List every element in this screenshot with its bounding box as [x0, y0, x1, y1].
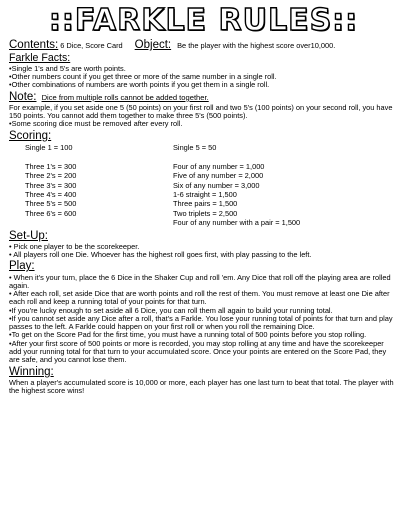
play-line: •To get on the Score Pad for the first time, you must have a running total of 500 points before you stop rolling. — [9, 330, 367, 340]
score-cell: Single 1 = 100 — [25, 142, 73, 152]
score-cell: 1-6 straight = 1,500 — [173, 189, 237, 199]
score-cell: Three 5's = 500 — [25, 199, 77, 209]
play-line: •If you're lucky enough to set aside all 6 Dice, you can roll them all again to build your running total. — [9, 305, 333, 315]
winning-heading: Winning: — [9, 365, 54, 378]
farkle-facts-section — [9, 53, 398, 89]
scoring-table — [25, 144, 398, 229]
setup-section — [9, 230, 398, 260]
play-line: •After your first score of 500 points or more is recorded, you may stop rolling at any time and have the scorekeeper add your running total for that turn to your accumulated score. Once your points are entered on the Score Pad, they are safe, and you cannot lose them. — [9, 338, 387, 365]
score-cell: Four of any number = 1,000 — [173, 161, 265, 171]
contents-objective-row — [9, 39, 398, 52]
setup-line: • Pick one player to be the scorekeeper. — [9, 241, 140, 251]
scoring-section — [9, 130, 398, 229]
setup-heading: Set-Up: — [9, 229, 48, 242]
fact-line: •Other combinations of numbers are worth points if you get them in a single roll. — [9, 80, 270, 90]
note-underlined: Dice from multiple rolls cannot be added together. — [41, 92, 209, 102]
contents-value: 6 Dice, Score Card — [60, 41, 123, 50]
winning-text: When a player's accumulated score is 10,000 or more, each player has one last turn to beat that total. The player with the highest score wins! — [9, 377, 394, 396]
farkle-facts-heading: Farkle Facts: — [9, 52, 71, 65]
play-line: •If you cannot set aside any Dice after a roll, that's a Farkle. You lose your running total of points for that turn and play passes to the left. A Farkle could happen on your first roll or when you roll the remaining Dice. — [9, 313, 393, 332]
play-heading: Play: — [9, 260, 35, 273]
score-cell: Two triplets = 2,500 — [173, 208, 238, 218]
play-section — [9, 260, 398, 364]
objective-value: Be the player with the highest score over10,000. — [177, 41, 336, 50]
fact-line: •Single 1's and 5's are worth points. — [9, 63, 126, 73]
winning-section — [9, 366, 398, 396]
objective-label: Object: — [134, 39, 172, 51]
play-line: • After each roll, set aside Dice that are worth points and roll the rest of them. You must remove at least one Die after each roll and keep a running total of your points for that turn. — [9, 289, 390, 307]
score-cell: Three 1's = 300 — [25, 161, 77, 171]
score-cell: Four of any number with a pair = 1,500 — [173, 218, 301, 228]
scoring-heading: Scoring: — [9, 129, 52, 142]
score-cell: Three 6's = 600 — [25, 208, 77, 218]
score-cell: Five of any number = 2,000 — [173, 171, 264, 181]
score-cell: Three 2's = 200 — [25, 171, 77, 181]
score-cell: Three 3's = 300 — [25, 180, 77, 190]
setup-line: • All players roll one Die. Whoever has the highest roll goes first, with play passing to the left. — [9, 250, 312, 259]
score-cell: Three pairs = 1,500 — [173, 199, 238, 209]
contents-label: Contents: — [9, 39, 59, 51]
fact-line: •Other numbers count if you get three or more of the same number in a single roll. — [9, 72, 277, 82]
score-cell — [25, 219, 173, 228]
page-title: ::FARKLE RULES:: — [48, 3, 359, 38]
score-cell: Six of any number = 3,000 — [173, 180, 260, 190]
note-text: For example, if you set aside one 5 (50 points) on your first roll and two 5's (100 points) on your second roll, you have 150 points. You cannot add them together to make three 5's (500 points). — [9, 102, 393, 121]
score-cell: Single 5 = 50 — [173, 142, 217, 152]
score-cell: Three 4's = 400 — [25, 189, 77, 199]
note-extra: •Some scoring dice must be removed after every roll. — [9, 119, 183, 129]
play-line: • When it's your turn, place the 6 Dice in the Shaker Cup and roll 'em. Any Dice that roll off the playing area are rolled again. — [9, 272, 391, 290]
note-label: Note: — [9, 90, 37, 103]
note-section — [9, 91, 398, 129]
